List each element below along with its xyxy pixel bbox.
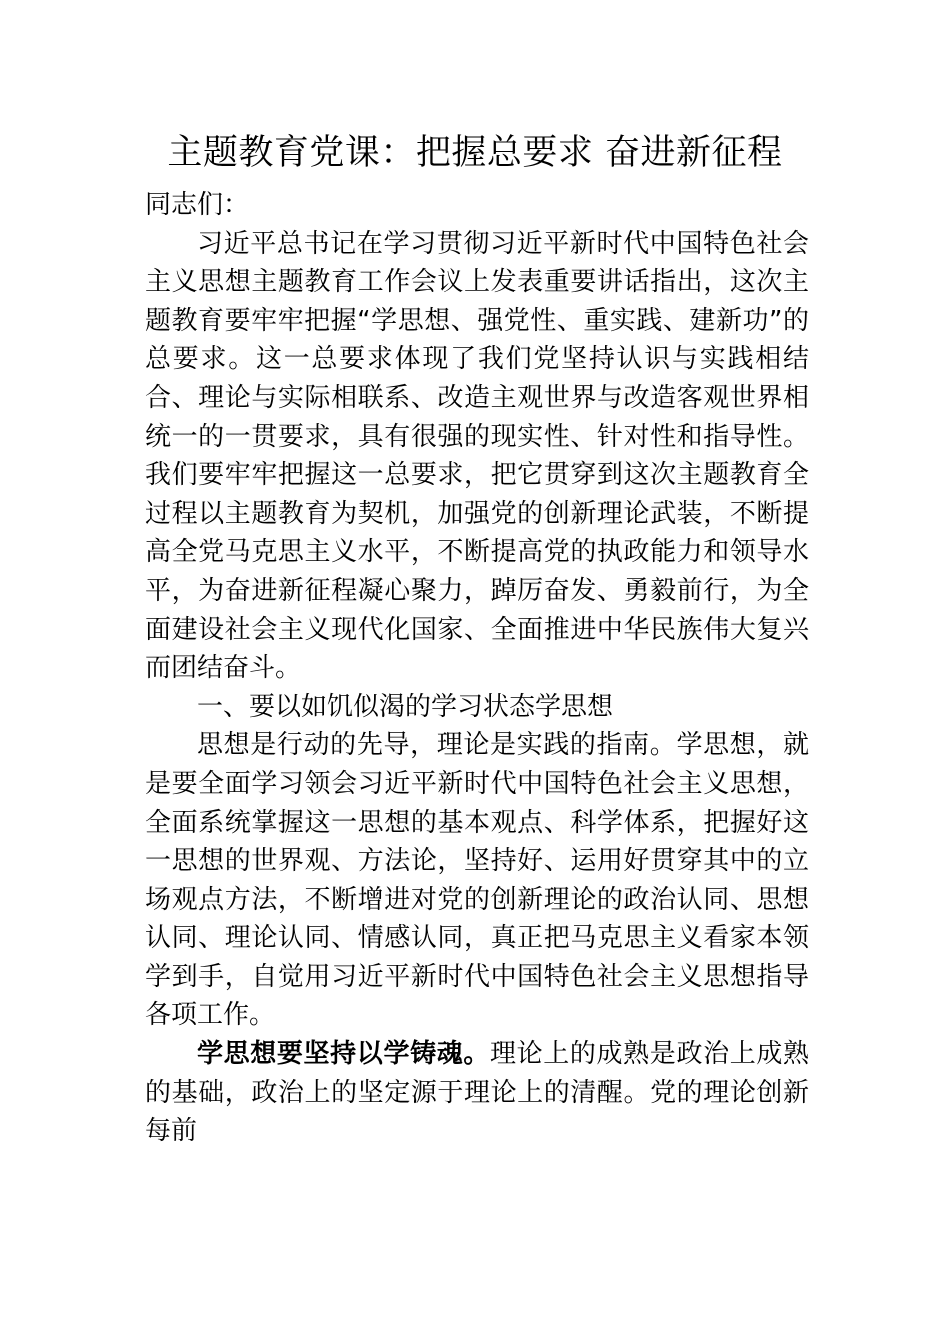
section-heading-1: 一、要以如饥似渴的学习状态学思想 — [197, 691, 614, 722]
paragraph-lead-bold: 学思想要坚持以学铸魂。 — [197, 1039, 490, 1070]
document-title: 主题教育党课：把握总要求 奋进新征程 — [167, 133, 783, 173]
salutation: 同志们： — [145, 190, 250, 220]
paragraph-learn-thought: 思想是行动的先导，理论是实践的指南。学思想，就是要全面学习领会习近平新时代中国特色社会主义思想，全面系统掌握这一思想的基本观点、科学体系，把握好这一思想的世界观、方法论，坚持好、运用好贯穿其中的立场观点方法，不断增进对党的创新理论的政治认同、思想认同、理论认同、情感认同，真正把马克思主义看家本领学到手，自觉用习近平新时代中国特色社会主义思想指导各项工作。 — [145, 730, 809, 1031]
paragraph-intro: 习近平总书记在学习贯彻习近平新时代中国特色社会主义思想主题教育工作会议上发表重要讲话指出，这次主题教育要牢牢把握“学思想、强党性、重实践、建新功”的总要求。这一总要求体现了我们党坚持认识与实践相结合、理论与实际相联系、改造主观世界与改造客观世界相统一的一贯要求，具有很强的现实性、针对性和指导性。我们要牢牢把握这一总要求，把它贯穿到这次主题教育全过程以主题教育为契机，加强党的创新理论武装，不断提高全党马克思主义水平，不断提高党的执政能力和领导水平，为奋进新征程凝心聚力，踔厉奋发、勇毅前行，为全面建设社会主义现代化国家、全面推进中华民族伟大复兴而团结奋斗。 — [145, 228, 809, 684]
paragraph-soul-casting — [145, 1035, 809, 1151]
paragraph-continuation: 理论上的成熟是政治上成熟的基础，政治上的坚定源于理论上的清醒。党的理论创新每前 — [145, 1039, 809, 1147]
document-body — [145, 186, 809, 1151]
